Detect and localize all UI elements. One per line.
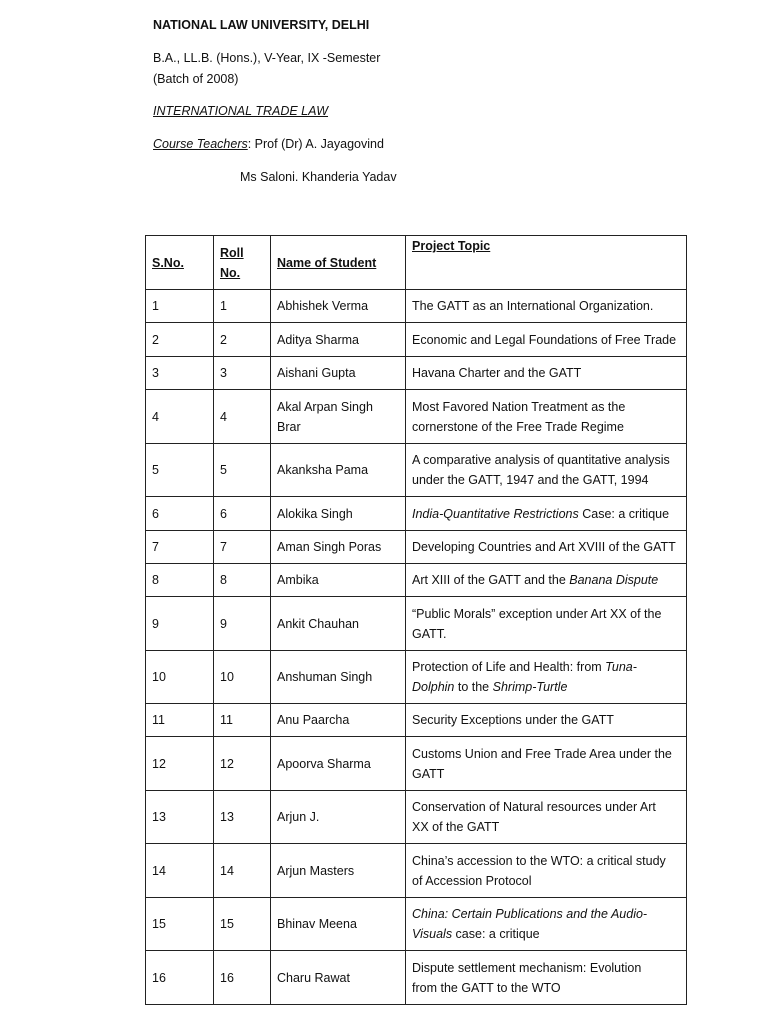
cell-roll: 14 — [214, 844, 271, 898]
cell-name: Aishani Gupta — [271, 357, 406, 390]
table-row — [146, 951, 687, 1005]
topic-line — [412, 904, 680, 924]
cell-roll: 3 — [214, 357, 271, 390]
topic-italic-text: Tuna- — [605, 660, 637, 674]
topic-text: Case: a critique — [578, 506, 670, 521]
cell-name: Arjun Masters — [271, 844, 406, 898]
cell-sno: 11 — [146, 704, 214, 737]
cell-sno: 12 — [146, 737, 214, 791]
table-row — [146, 497, 687, 531]
cell-topic — [406, 444, 687, 497]
cell-name: Arjun J. — [271, 791, 406, 844]
cell-sno: 14 — [146, 844, 214, 898]
topic-text: Protection of Life and Health: from — [412, 660, 606, 674]
topic-italic-text: Visuals — [412, 927, 453, 941]
table-header-row — [146, 236, 687, 290]
table-row — [146, 737, 687, 791]
table-row — [146, 444, 687, 497]
topic-line: from the GATT to the WTO — [412, 980, 561, 995]
topic-italic-text: Banana Dispute — [569, 573, 659, 587]
topic-italic-text: India-Quantitative Restrictions — [412, 506, 579, 521]
cell-name: Akanksha Pama — [271, 444, 406, 497]
header-roll — [214, 236, 271, 290]
cell-sno: 2 — [146, 323, 214, 357]
topic-line: Conservation of Natural resources under Art — [412, 800, 656, 814]
cell-topic — [406, 323, 687, 357]
cell-name: Ambika — [271, 564, 406, 597]
cell-topic — [406, 564, 687, 597]
cell-name: Abhishek Verma — [271, 290, 406, 323]
cell-roll: 10 — [214, 651, 271, 704]
university-name: NATIONAL LAW UNIVERSITY, DELHI — [153, 18, 370, 32]
table-row — [146, 531, 687, 564]
cell-topic — [406, 357, 687, 390]
table-row — [146, 323, 687, 357]
cell-name: Ankit Chauhan — [271, 597, 406, 651]
cell-name: Charu Rawat — [271, 951, 406, 1005]
cell-roll: 1 — [214, 290, 271, 323]
topic-line: cornerstone of the Free Trade Regime — [412, 419, 624, 434]
cell-roll: 4 — [214, 390, 271, 444]
header-name: Name of Student — [271, 236, 406, 290]
topic-line — [412, 504, 680, 524]
cell-name: Apoorva Sharma — [271, 737, 406, 791]
cell-sno: 8 — [146, 564, 214, 597]
topic-line: Havana Charter and the GATT — [412, 366, 582, 380]
cell-roll: 15 — [214, 898, 271, 951]
cell-roll: 12 — [214, 737, 271, 791]
cell-sno: 4 — [146, 390, 214, 444]
topic-line: Customs Union and Free Trade Area under the — [412, 746, 672, 761]
cell-sno: 3 — [146, 357, 214, 390]
cell-sno: 15 — [146, 898, 214, 951]
table-row — [146, 844, 687, 898]
cell-name: Anshuman Singh — [271, 651, 406, 704]
cell-topic — [406, 497, 687, 531]
cell-sno: 5 — [146, 444, 214, 497]
topic-line: The GATT as an International Organization. — [412, 299, 654, 313]
cell-roll: 7 — [214, 531, 271, 564]
topic-italic-text: Shrimp-Turtle — [492, 680, 568, 694]
topic-line: Dispute settlement mechanism: Evolution — [412, 960, 642, 975]
topic-text: case: a critique — [452, 927, 540, 941]
cell-roll: 16 — [214, 951, 271, 1005]
cell-name: Alokika Singh — [271, 497, 406, 531]
cell-topic — [406, 791, 687, 844]
cell-topic — [406, 898, 687, 951]
cell-roll: 2 — [214, 323, 271, 357]
cell-sno: 6 — [146, 497, 214, 531]
cell-topic — [406, 390, 687, 444]
table-row — [146, 357, 687, 390]
topic-text: to the — [454, 680, 493, 694]
topic-line: GATT — [412, 766, 445, 781]
cell-sno: 10 — [146, 651, 214, 704]
header-topic: Project Topic — [406, 236, 687, 290]
topic-line — [412, 924, 680, 944]
topic-line — [412, 570, 680, 590]
topic-line: China’s accession to the WTO: a critical study — [412, 853, 666, 868]
topic-line: Most Favored Nation Treatment as the — [412, 399, 626, 414]
cell-name: Akal Arpan Singh Brar — [271, 390, 406, 444]
topic-italic-text: China: Certain Publications and the Audio- — [412, 907, 648, 921]
cell-sno: 13 — [146, 791, 214, 844]
cell-sno: 1 — [146, 290, 214, 323]
cell-topic — [406, 597, 687, 651]
table-row — [146, 791, 687, 844]
teachers-label: Course Teachers — [153, 137, 248, 151]
cell-roll: 5 — [214, 444, 271, 497]
cell-sno: 16 — [146, 951, 214, 1005]
teachers-line — [153, 137, 384, 151]
topic-line: XX of the GATT — [412, 820, 500, 834]
table-row — [146, 390, 687, 444]
topic-line: of Accession Protocol — [412, 873, 532, 888]
topic-line: GATT. — [412, 626, 447, 641]
topic-line — [412, 657, 680, 677]
program-line: B.A., LL.B. (Hons.), V-Year, IX -Semester — [153, 51, 381, 65]
cell-topic — [406, 531, 687, 564]
cell-name: Aman Singh Poras — [271, 531, 406, 564]
project-table — [145, 235, 687, 1005]
cell-roll: 6 — [214, 497, 271, 531]
course-title: INTERNATIONAL TRADE LAW — [153, 104, 329, 118]
batch-line: (Batch of 2008) — [153, 72, 239, 86]
topic-line: Economic and Legal Foundations of Free Trade — [412, 332, 677, 347]
topic-line: Security Exceptions under the GATT — [412, 713, 614, 727]
cell-topic — [406, 704, 687, 737]
topic-line: A comparative analysis of quantitative analysis — [412, 453, 670, 467]
cell-sno: 9 — [146, 597, 214, 651]
table-row — [146, 704, 687, 737]
cell-roll: 9 — [214, 597, 271, 651]
teacher-2: Ms Saloni. Khanderia Yadav — [240, 170, 397, 184]
header-roll-line-1: Roll — [220, 245, 244, 260]
table-row — [146, 290, 687, 323]
cell-topic — [406, 290, 687, 323]
topic-text: Art XIII of the GATT and the — [412, 573, 570, 587]
cell-roll: 11 — [214, 704, 271, 737]
cell-topic — [406, 737, 687, 791]
cell-roll: 13 — [214, 791, 271, 844]
cell-name: Aditya Sharma — [271, 323, 406, 357]
topic-line — [412, 677, 680, 697]
topic-italic-text: Dolphin — [412, 680, 455, 694]
cell-sno: 7 — [146, 531, 214, 564]
header-sno: S.No. — [146, 236, 214, 290]
teacher-1: : Prof (Dr) A. Jayagovind — [247, 137, 384, 151]
cell-topic — [406, 844, 687, 898]
topic-line: “Public Morals” exception under Art XX of the — [412, 606, 662, 621]
topic-line: under the GATT, 1947 and the GATT, 1994 — [412, 473, 649, 487]
cell-name: Bhinav Meena — [271, 898, 406, 951]
cell-name: Anu Paarcha — [271, 704, 406, 737]
table-row — [146, 898, 687, 951]
topic-line: Developing Countries and Art XVIII of the GATT — [412, 540, 676, 554]
header-roll-line-2: No. — [220, 265, 241, 280]
cell-roll: 8 — [214, 564, 271, 597]
cell-topic — [406, 951, 687, 1005]
table-row — [146, 651, 687, 704]
table-row — [146, 564, 687, 597]
table-row — [146, 597, 687, 651]
cell-topic — [406, 651, 687, 704]
